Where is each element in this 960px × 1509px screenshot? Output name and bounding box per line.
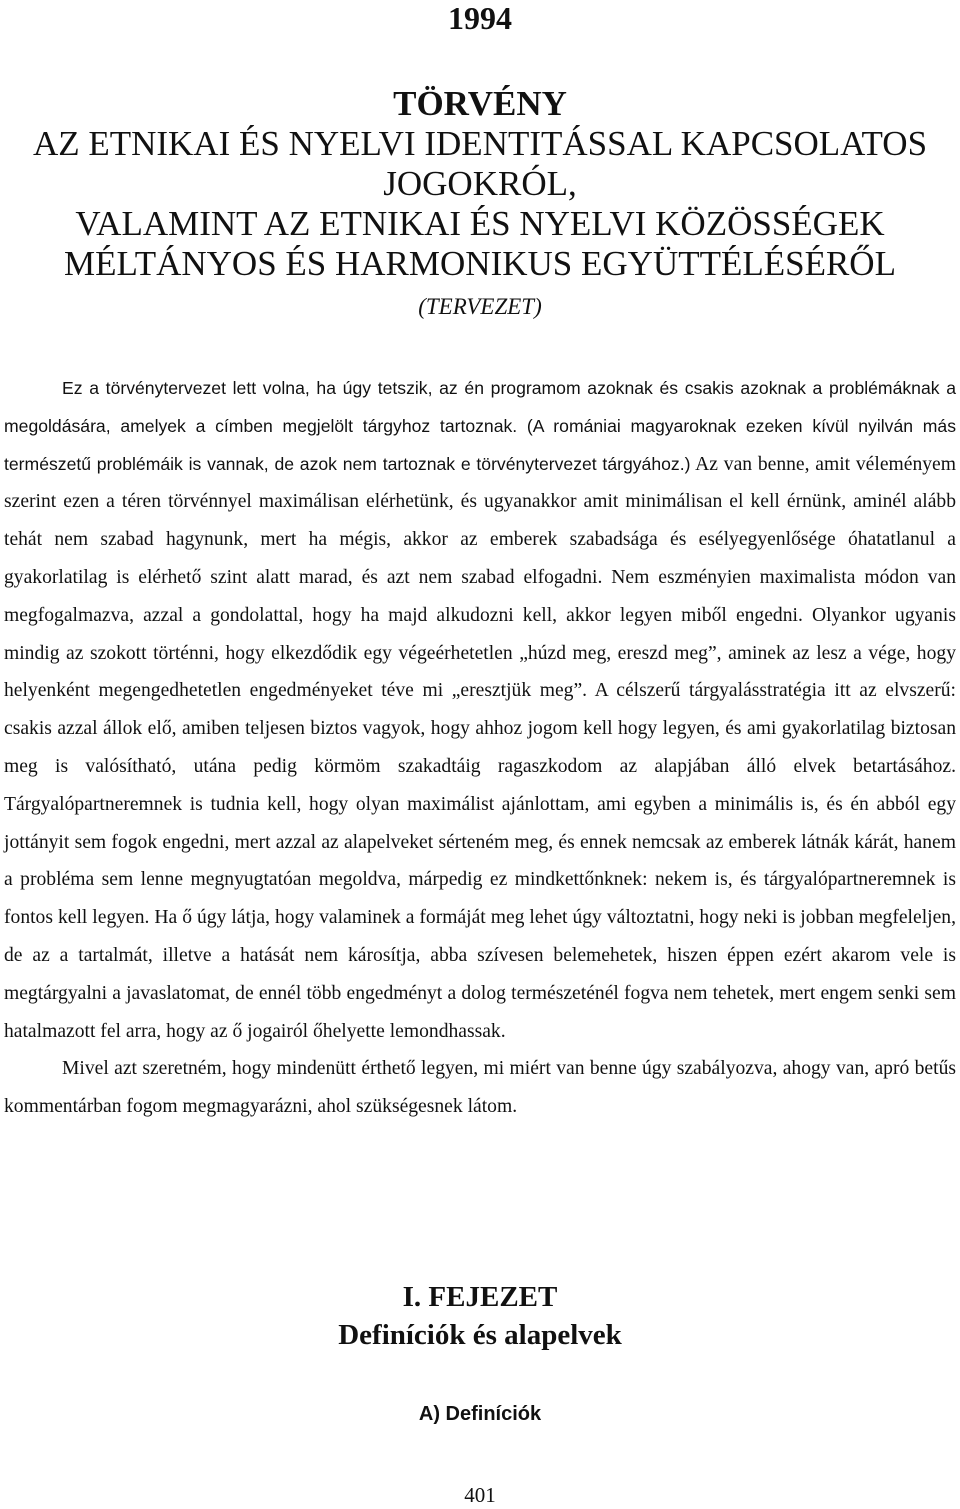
- commentary-paragraph-2: Mivel azt szeretném, hogy mindenütt érthető legyen, mi miért van benne úgy szabályozva, ahogy van, apró betűs kommentárban fogom megmagyarázni, ahol szükségesnek látom.: [4, 1058, 956, 1118]
- draft-subtitle: (TERVEZET): [418, 294, 542, 319]
- commentary-text-c: Nem eszményien maximalista módon van megfogalmazva, azzal a gondolattal, hogy ha majd alkudozni kell, akkor legyen miből engedni.: [4, 566, 956, 626]
- chapter-number: I. FEJEZET: [402, 1281, 558, 1313]
- law-title: [0, 84, 960, 284]
- page-number: 401: [464, 1483, 496, 1507]
- chapter-title: Definíciók és alapelvek: [338, 1319, 622, 1351]
- commentary-small-print: Ez a törvénytervezet lett volna, ha úgy tetszik, az én programom azoknak és csakis azoknak a problémáknak a megoldására, amelyek a címben megjelölt tárgyhoz tartoznak. (A romániai magyaroknak ezeken kívül nyilván más természetű problémáik is vannak, de azok nem tartoznak e törvénytervezet tárgyához.): [4, 378, 956, 474]
- commentary-text-g: Ha ő úgy látja, hogy valaminek a formáját meg lehet úgy változtatni, hogy neki is jobban megfeleljen, de az a tartalmát, illetve a hatását nem károsítja, abba szívesen belemehetek, hiszen éppen ezért akarom vele is megtárgyalni a javaslatomat, de ennél több engedményt a dolog természeténél fogva nem tehetek, mert engem senki sem hatalmazott fel arra, hogy az ő jogairól őhelyette lemondhassak.: [4, 907, 956, 1042]
- commentary-text-d: Olyankor ugyanis mindig az szokott történni, hogy elkezdődik egy végeérhetetlen „húzd meg, ereszd meg”, aminek az lesz a vége, hogy helyenként megengedhetetlen engedményeket téve mi „eresztjük meg”.: [4, 604, 956, 702]
- chapter-heading: [0, 1278, 960, 1354]
- title-line-torveny: TÖRVÉNY: [393, 84, 567, 123]
- commentary-paragraph-1: [4, 370, 956, 1050]
- commentary-text-f: Tárgyalópartneremnek is tudnia kell, hogy olyan maximálist ajánlottam, ami egyben a minimális is, és én abból egy jottányit sem fogok engedni, mert azzal az alapelveket sérteném meg, és ennek nemcsak az emberek látnák kárát, hanem a probléma sem lenne megnyugtatóan megoldva, márpedig ez mindkettőnknek: nekem is, és tárgyalópartneremnek is fontos kell legyen.: [4, 793, 956, 929]
- title-line-4: VALAMINT AZ ETNIKAI ÉS NYELVI KÖZÖSSÉGEK: [75, 204, 885, 243]
- commentary-body: [4, 370, 956, 1126]
- title-line-5: MÉLTÁNYOS ÉS HARMONIKUS EGYÜTTÉLÉSÉRŐL: [64, 244, 896, 283]
- commentary-text-e: A célszerű tárgyalásstratégia itt az elvszerű: csakis azzal állok elő, amiben teljesen biztos vagyok, hogy ahhoz jogom kell hogy legyen, és ami gyakorlatilag biztosan meg is valósítható, utána pedig körmöm szakadtáig ragaszkodom az alapjában álló elvek betartásához.: [4, 680, 956, 777]
- title-line-3: JOGOKRÓL,: [383, 164, 577, 203]
- commentary-text-b: Az van benne, amit véleményem szerint ezen a téren törvénnyel maximálisan elérhetünk, és ugyanakkor amit minimálisan el kell érnünk, aminél alább tehát nem szabad hagynunk, mert ha mégis, akkor az emberek szabadsága és esélyegyenlősége óhatatlanul a gyakorlatilag is elérhető szint alatt marad, és azt nem szabad elfogadni.: [4, 453, 956, 588]
- title-line-2: AZ ETNIKAI ÉS NYELVI IDENTITÁSSAL KAPCSOLATOS: [32, 124, 928, 163]
- section-heading: A) Definíciók: [418, 1403, 542, 1425]
- year-heading: 1994: [448, 0, 512, 36]
